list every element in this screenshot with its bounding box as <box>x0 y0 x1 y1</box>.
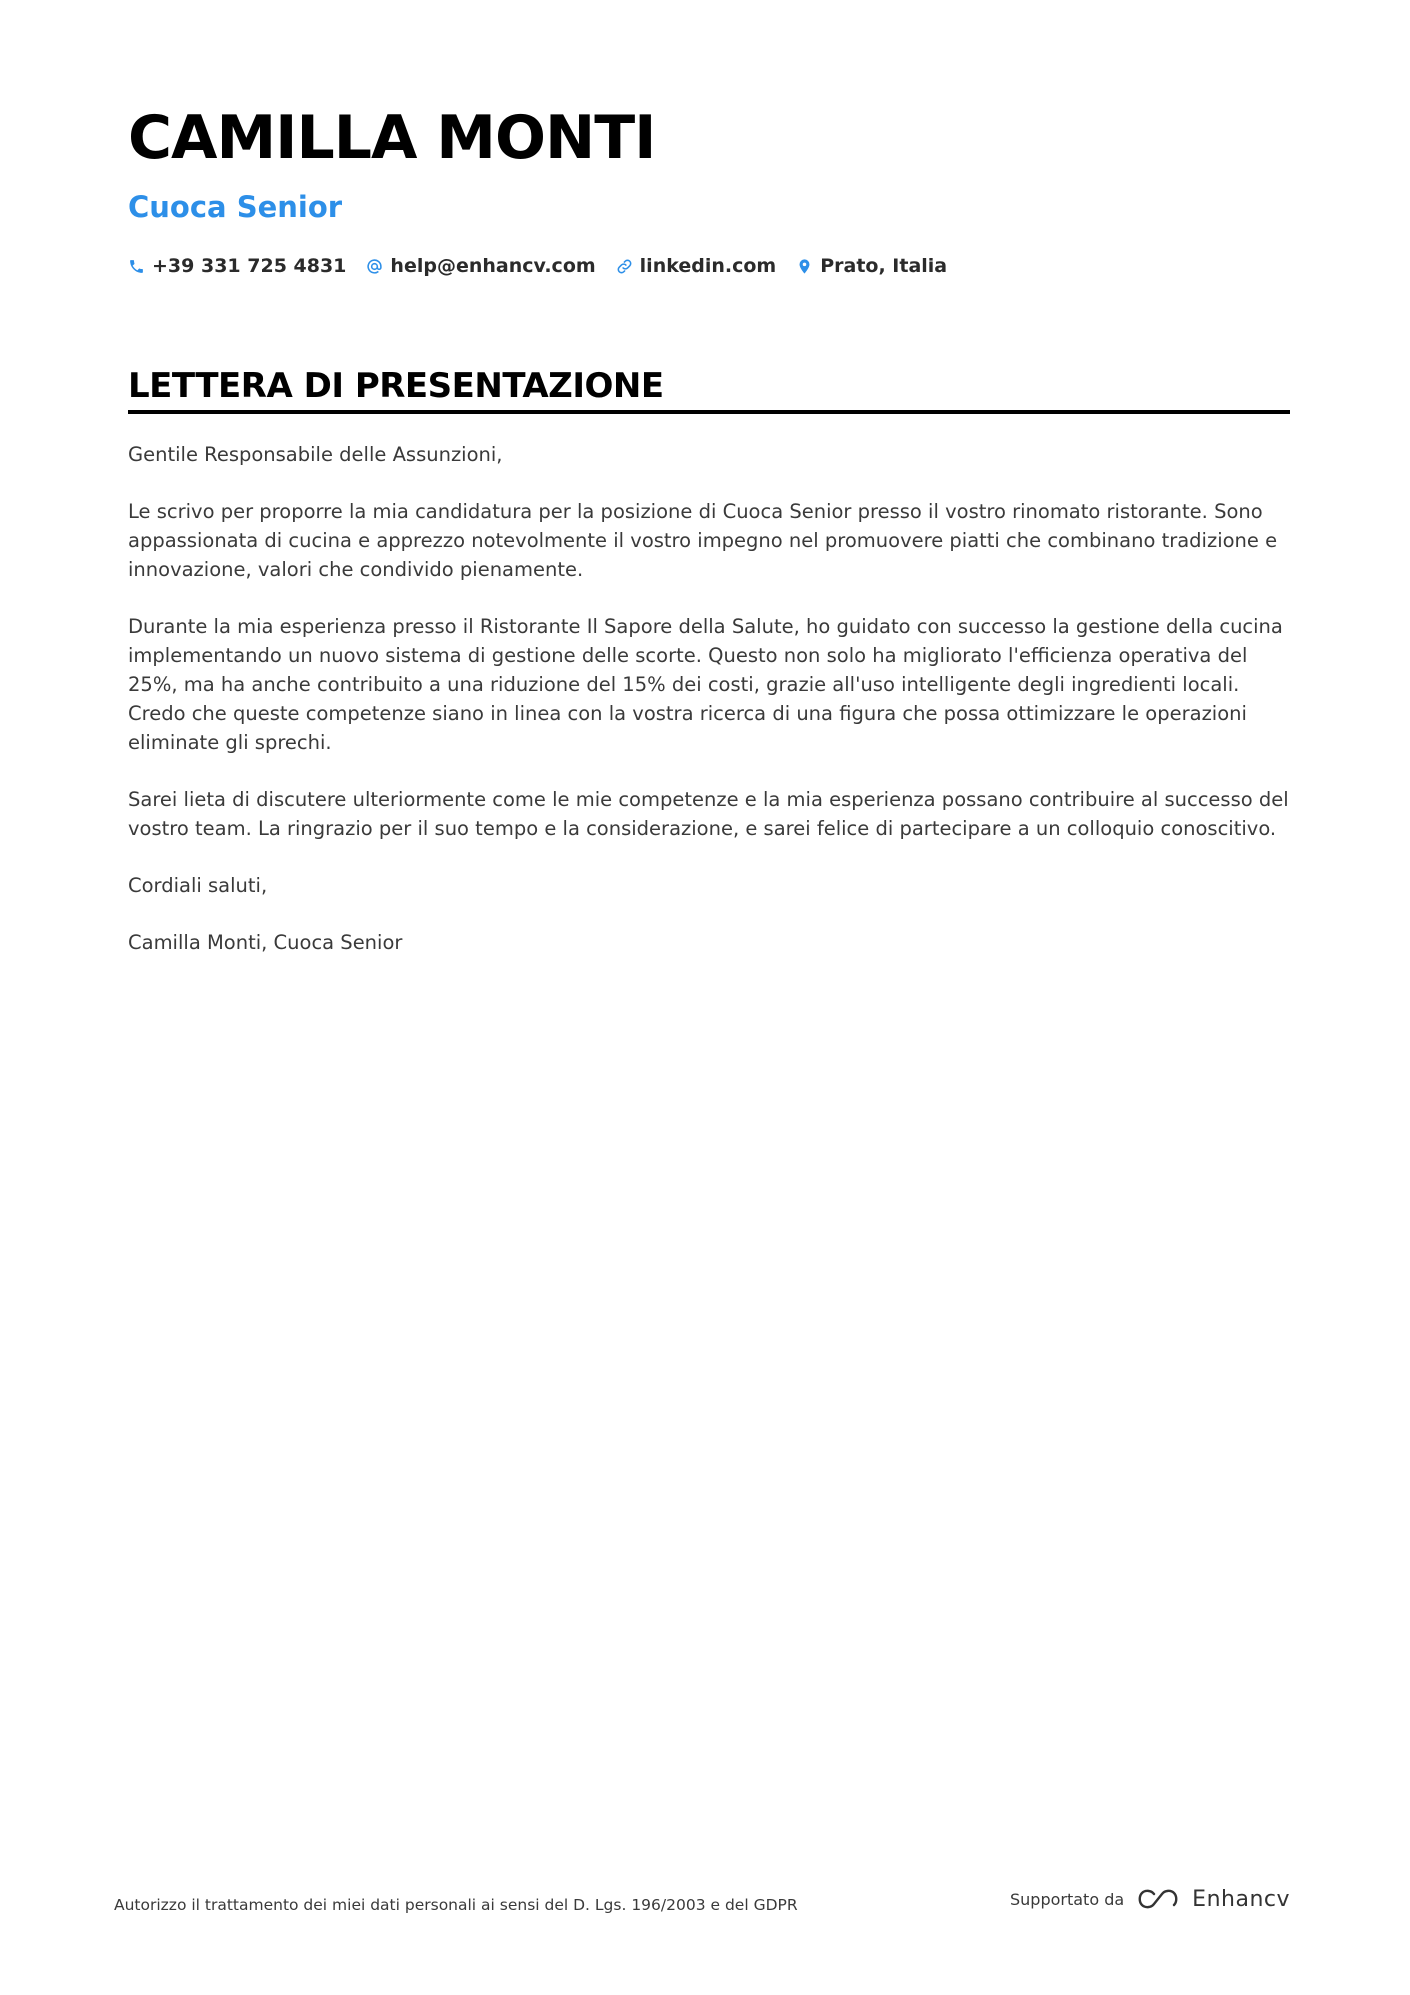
enhancv-logo-icon <box>1134 1886 1182 1912</box>
link-icon <box>616 258 633 275</box>
contact-phone <box>128 255 346 277</box>
letter-salutation: Gentile Responsabile delle Assunzioni, <box>128 443 503 466</box>
letter-closing: Cordiali saluti, <box>128 874 268 897</box>
letter-paragraph-2: Durante la mia esperienza presso il Ristorante Il Sapore della Salute, ho guidato con successo la gestione della cucina implementando un nuovo sistema di gestione delle scorte. Questo non solo ha migliorato l'efficienza operativa del 25%, ma ha anche contribuito a una riduzione del 15% dei costi, grazie all'uso intelligente degli ingredienti locali. Credo che queste competenze siano in linea con la vostra ricerca di una figura che possa ottimizzare le operazioni eliminate gli sprechi. <box>128 615 1283 754</box>
powered-by-label: Supportato da <box>1010 1889 1125 1909</box>
section-title: LETTERA DI PRESENTAZIONE <box>128 366 664 406</box>
candidate-role: Cuoca Senior <box>128 190 343 224</box>
contact-email[interactable] <box>366 255 595 277</box>
letter-paragraph-3: Sarei lieta di discutere ulteriormente come le mie competenze e la mia esperienza possano contribuire al successo del vostro team. La ringrazio per il suo tempo e la considerazione, e sarei felice di partecipare a un colloquio conoscitivo. <box>128 788 1289 840</box>
consent-note: Autorizzo il trattamento dei miei dati personali ai sensi del D. Lgs. 196/2003 e del GDPR <box>114 1896 798 1914</box>
letter-paragraph-1: Le scrivo per proporre la mia candidatura per la posizione di Cuoca Senior presso il vostro rinomato ristorante. Sono appassionata di cucina e apprezzo notevolmente il vostro impegno nel promuovere piatti che combinano tradizione e innovazione, valori che condivido pienamente. <box>128 500 1278 581</box>
contact-phone-text: +39 331 725 4831 <box>152 255 347 277</box>
contact-bar <box>128 255 947 277</box>
section-divider <box>128 410 1290 414</box>
contact-linkedin[interactable] <box>616 255 777 277</box>
contact-email-text[interactable]: help@enhancv.com <box>390 255 596 277</box>
letter-signature: Camilla Monti, Cuoca Senior <box>128 931 403 954</box>
enhancv-brand-name: Enhancv <box>1192 1886 1290 1912</box>
letter-body <box>128 440 1290 985</box>
at-icon <box>366 258 383 275</box>
contact-linkedin-text[interactable]: linkedin.com <box>639 255 777 277</box>
phone-icon <box>128 258 145 275</box>
location-pin-icon <box>796 258 813 275</box>
candidate-name: CAMILLA MONTI <box>128 103 656 173</box>
powered-by[interactable] <box>1010 1886 1290 1912</box>
contact-location-text: Prato, Italia <box>820 255 948 277</box>
contact-location <box>796 255 947 277</box>
